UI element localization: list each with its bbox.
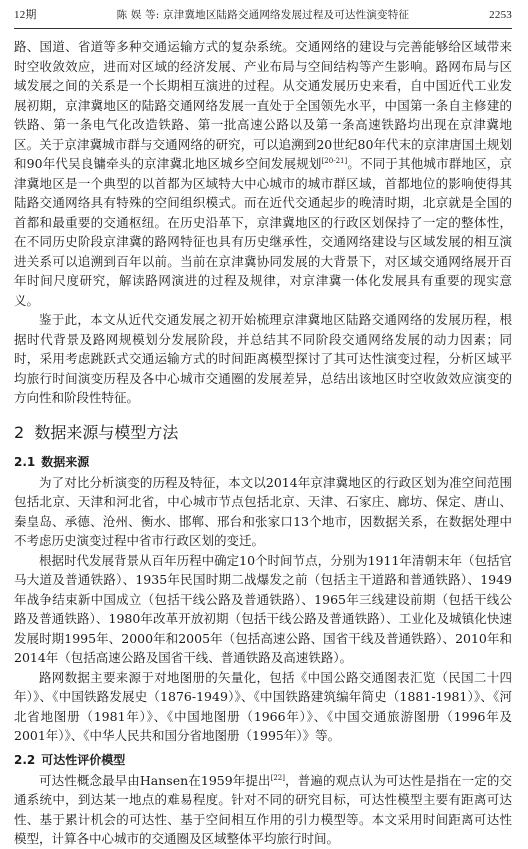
running-title: 陈 娱 等: 京津冀地区陆路交通网络发展过程及可达性演变特征: [116, 9, 410, 21]
paragraph-text: 路、国道、省道等多种交通运输方式的复杂系统。交通网络的建设与完善能够给区域带来时空收敛效应，进而对区域的经济发展、产业布局与空间结构等产生影响。路网布局与区域发展之间的关系是一个长期相互演进的过程。从交通发展历史来看，自中国近代工业发展初期，京津冀地区的陆路交通网络发展一直处于全国领先水平，中国第一条自主修建的铁路、第一条电气化改造铁路、第一批高速公路以及第一条高速铁路均出现在京津冀地区。关于京津冀城市群与交通网络的研究，可以追溯到20世纪80年代末的京津唐国土规划和90年代吴良镛牵头的京津冀北地区城乡空间发展规划: [14, 39, 512, 171]
paragraph-summary: 鉴于此，本文从近代交通发展之初开始梳理京津冀地区陆路交通网络的发展历程，根据时代背景及路网规模划分发展阶段，并总结其不同阶段交通网络发展的动力因素；同时，采用考虑跳跃式交通运输方式的时间距离模型探讨了其可达性演变过程，分析区域平均旅行时间演变历程及各中心城市交通圈的发展差异，总结出该地区时空收敛效应演变的方向性和阶段性特征。: [14, 312, 512, 405]
paragraph-data-sources: 路网数据主要来源于对地图册的矢量化，包括《中国公路交通图表汇览（民国二十四年）》、《中国铁路发展史（1876-1949）》、《中国铁路建筑编年简史（1881-1981）》、《河北省地图册（1981年）》、《中国地图册（1966年）》、《中国交通旅游图册（1996年及2001年）》、《中华人民共和国分省地图册（1995年）》等。: [14, 669, 512, 743]
article-body: [14, 37, 512, 849]
subsection-number: 2.2: [14, 752, 36, 767]
running-header: [14, 0, 512, 29]
citation-20-21: [20-21]: [321, 156, 348, 165]
citation-22: [22]: [270, 773, 285, 782]
subsection-title: 数据来源: [41, 454, 90, 469]
subsection-number: 2.1: [14, 454, 36, 469]
subsection-heading-2-2: [14, 752, 512, 768]
paragraph-study-area: 为了对比分析演变的历程及特征，本文以2014年京津冀地区的行政区划为准空间范围包括北京、天津和河北省，中心城市节点包括北京、天津、石家庄、廊坊、保定、唐山、秦皇岛、承德、沧州、衡水、邯郸、邢台和张家口13个地市，因数据关系，在数据处理中不考虑历史演变过程中省市行政区划的变迁。: [14, 474, 512, 548]
paragraph-intro-continued: [14, 37, 512, 310]
paragraph-text: ，普遍的观点认为可达性是指在一定的交通系统中，到达某一地点的难易程度。针对不同的研究目标，可达性模型主要有距离可达性、基于累计机会的可达性、基于空间相互作用的引力模型等。本文采用时间距离可达性模型，计算各中心城市的交通圈及区域整体平均旅行时间。: [14, 772, 512, 846]
paragraph-text: 。不同于其他城市群地区，京津冀地区是一个典型的以首都为区域特大中心城市的城市群区域，首都地位的影响使得其陆路交通网络具有特殊的空间组织模式。而在近代交通起步的晚清时期，北京就是全国的首都和最重要的交通枢纽。在历史沿革下，京津冀地区的行政区划保持了一定的整体性，在不同历史阶段京津冀的路网特征也具有历史继承性，交通网络建设与区域发展的相互演进关系可以追溯到百年以前。当前在京津冀协同发展的大背景下，对区域交通网络展开百年时间尺度研究，解读路网演进的过程及规律，对京津冀一体化发展具有重要的现实意义。: [14, 156, 512, 308]
page-number: 2253: [489, 9, 512, 21]
subsection-title: 可达性评价模型: [41, 752, 126, 767]
section-heading-2: [14, 422, 512, 444]
section-title: 数据来源与模型方法: [34, 422, 179, 442]
paragraph-accessibility-model: [14, 771, 512, 849]
section-number: 2: [14, 422, 25, 442]
paragraph-text: 可达性概念最早由Hansen在1959年提出: [39, 772, 271, 788]
subsection-heading-2-1: [14, 454, 512, 470]
issue-label: 12期: [14, 9, 37, 21]
paragraph-time-nodes: 根据时代发展背景从百年历程中确定10个时间节点，分别为1911年清朝末年（包括官马大道及普通铁路）、1935年民国时期二战爆发之前（包括主干道路和普通铁路）、1949年战争结束新中国成立（包括干线公路及普通铁路）、1965年三线建设前期（包括干线公路及普通铁路）、1980年改革开放初期（包括干线公路及普通铁路）、工业化及城镇化快速发展时期1995年、2000年和2005年（包括高速公路、国省干线及普通铁路）、2010年和2014年（包括高速公路及国省干线、普通铁路及高速铁路）。: [14, 552, 512, 665]
